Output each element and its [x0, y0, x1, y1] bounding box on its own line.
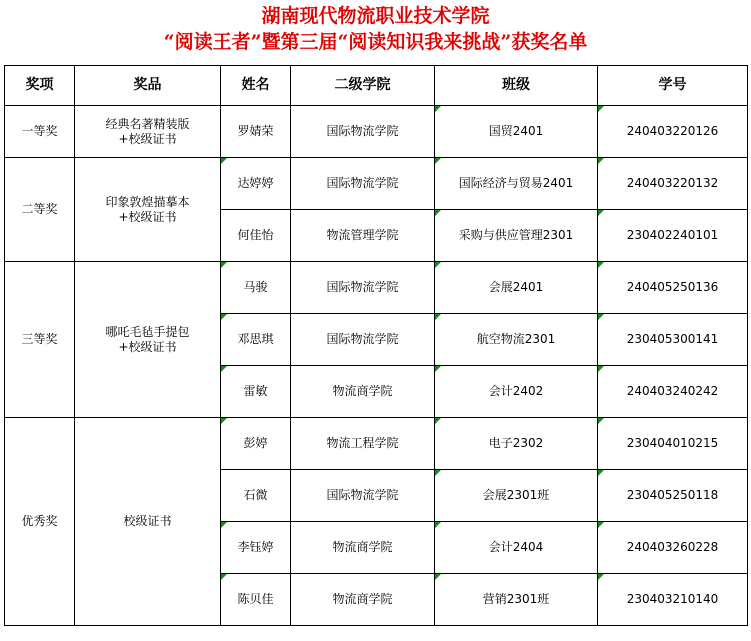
award-cell[interactable]: 二等奖: [5, 158, 75, 262]
prize-line: 哪吒毛毡手提包: [105, 324, 190, 339]
award-cell[interactable]: 优秀奖: [5, 418, 75, 626]
header-prize[interactable]: 奖品: [75, 66, 221, 106]
table-row: [5, 158, 748, 210]
name-cell[interactable]: 马骏: [221, 262, 291, 314]
table-row: [5, 262, 748, 314]
student-id-cell[interactable]: 230402240101: [598, 210, 748, 262]
name-cell[interactable]: 李钰婷: [221, 522, 291, 574]
page-title: 湖南现代物流职业技术学院: [261, 5, 490, 27]
class-cell[interactable]: 会计2404: [435, 522, 598, 574]
class-cell[interactable]: 国贸2401: [435, 106, 598, 158]
prize-cell[interactable]: [75, 106, 221, 158]
name-cell[interactable]: 何佳怡: [221, 210, 291, 262]
prize-line: +校级证书: [118, 131, 177, 146]
student-id-cell[interactable]: 230405300141: [598, 314, 748, 366]
prize-line: 印象敦煌描摹本: [105, 194, 190, 209]
header-college[interactable]: 二级学院: [291, 66, 435, 106]
student-id-cell[interactable]: 230405250118: [598, 470, 748, 522]
prize-cell[interactable]: [75, 418, 221, 626]
college-cell[interactable]: 物流商学院: [291, 522, 435, 574]
college-cell[interactable]: 物流商学院: [291, 574, 435, 626]
prize-line: 校级证书: [123, 514, 172, 528]
student-id-cell[interactable]: 240403240242: [598, 366, 748, 418]
student-id-cell[interactable]: 240403220132: [598, 158, 748, 210]
name-cell[interactable]: 罗婧荣: [221, 106, 291, 158]
award-sheet: [4, 65, 748, 626]
class-cell[interactable]: 航空物流2301: [435, 314, 598, 366]
page-subtitle: “阅读王者”暨第三届“阅读知识我来挑战”获奖名单: [163, 31, 588, 53]
class-cell[interactable]: 会展2401: [435, 262, 598, 314]
award-cell[interactable]: 一等奖: [5, 106, 75, 158]
award-cell[interactable]: 三等奖: [5, 262, 75, 418]
student-id-cell[interactable]: 240403220126: [598, 106, 748, 158]
college-cell[interactable]: 物流商学院: [291, 366, 435, 418]
college-cell[interactable]: 国际物流学院: [291, 262, 435, 314]
college-cell[interactable]: 国际物流学院: [291, 470, 435, 522]
name-cell[interactable]: 邓思琪: [221, 314, 291, 366]
name-cell[interactable]: 达婷婷: [221, 158, 291, 210]
prize-line: 经典名著精装版: [105, 116, 190, 131]
prize-line: +校级证书: [118, 209, 177, 224]
header-award[interactable]: 奖项: [5, 66, 75, 106]
college-cell[interactable]: 国际物流学院: [291, 158, 435, 210]
class-cell[interactable]: 营销2301班: [435, 574, 598, 626]
prize-cell[interactable]: [75, 262, 221, 418]
student-id-cell[interactable]: 240405250136: [598, 262, 748, 314]
college-cell[interactable]: 国际物流学院: [291, 106, 435, 158]
college-cell[interactable]: 物流管理学院: [291, 210, 435, 262]
name-cell[interactable]: 彭婷: [221, 418, 291, 470]
header-name[interactable]: 姓名: [221, 66, 291, 106]
class-cell[interactable]: 国际经济与贸易2401: [435, 158, 598, 210]
student-id-cell[interactable]: 240403260228: [598, 522, 748, 574]
student-id-cell[interactable]: 230403210140: [598, 574, 748, 626]
table-row: [5, 418, 748, 470]
class-cell[interactable]: 采购与供应管理2301: [435, 210, 598, 262]
table-row: [5, 106, 748, 158]
header-student-id[interactable]: 学号: [598, 66, 748, 106]
student-id-cell[interactable]: 230404010215: [598, 418, 748, 470]
award-table: [4, 65, 748, 626]
name-cell[interactable]: 石微: [221, 470, 291, 522]
prize-line: +校级证书: [118, 339, 177, 354]
name-cell[interactable]: 陈贝佳: [221, 574, 291, 626]
college-cell[interactable]: 物流工程学院: [291, 418, 435, 470]
name-cell[interactable]: 雷敏: [221, 366, 291, 418]
header-class[interactable]: 班级: [435, 66, 598, 106]
header-row: [5, 66, 748, 106]
class-cell[interactable]: 会展2301班: [435, 470, 598, 522]
class-cell[interactable]: 电子2302: [435, 418, 598, 470]
class-cell[interactable]: 会计2402: [435, 366, 598, 418]
college-cell[interactable]: 国际物流学院: [291, 314, 435, 366]
prize-cell[interactable]: [75, 158, 221, 262]
